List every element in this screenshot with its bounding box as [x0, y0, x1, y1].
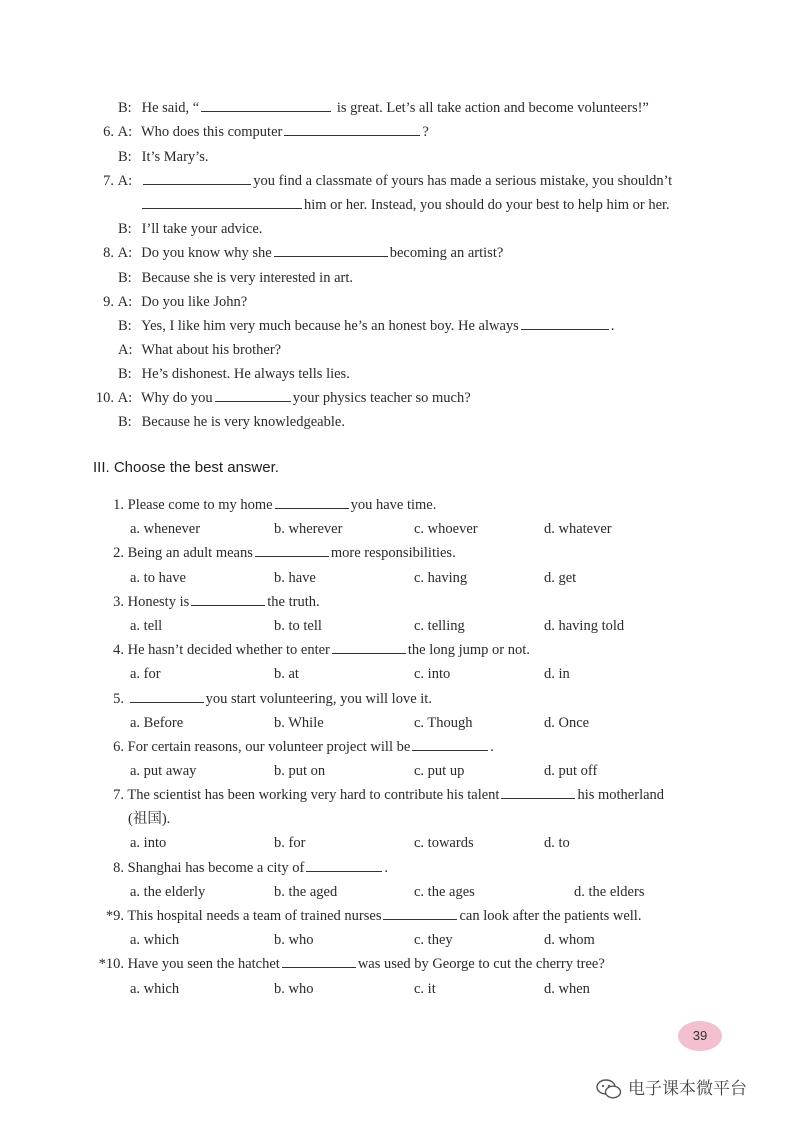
option-d[interactable]: d. the elders [574, 884, 645, 900]
option-b[interactable]: b. put on [274, 763, 326, 779]
answer-blank[interactable] [306, 856, 382, 872]
answer-blank[interactable] [143, 169, 251, 185]
question-stem: 5. you start volunteering, you will love it. [104, 687, 432, 711]
answer-blank[interactable] [274, 241, 388, 257]
option-a[interactable]: a. to have [130, 570, 186, 586]
option-b[interactable]: b. While [274, 715, 324, 731]
option-a[interactable]: a. put away [130, 763, 197, 779]
question-stem: *10. Have you seen the hatchet was used by George to cut the cherry tree? [90, 952, 605, 976]
option-b[interactable]: b. at [274, 666, 299, 682]
dialogue-line: B: He said, “ is great. Let’s all take action and become volunteers!” [118, 96, 649, 120]
answer-blank[interactable] [142, 193, 302, 209]
option-a[interactable]: a. for [130, 666, 161, 682]
option-a[interactable]: a. into [130, 835, 167, 851]
option-d[interactable]: d. to [544, 835, 570, 851]
option-b[interactable]: b. to tell [274, 618, 322, 634]
answer-blank[interactable] [521, 314, 609, 330]
option-c[interactable]: c. the ages [414, 884, 475, 900]
option-a[interactable]: a. Before [130, 715, 184, 731]
answer-blank[interactable] [215, 386, 291, 402]
question-stem: 8. Shanghai has become a city of . [104, 856, 388, 880]
option-c[interactable]: c. having [414, 570, 468, 586]
dialogue-line: 8. A: Do you know why she becoming an artist? [96, 241, 503, 265]
question-stem: 7. The scientist has been working very hard to contribute his talent his motherland [104, 783, 664, 807]
option-b[interactable]: b. have [274, 570, 316, 586]
option-d[interactable]: d. when [544, 981, 590, 997]
option-d[interactable]: d. whom [544, 932, 595, 948]
question-stem: 2. Being an adult means more responsibilities. [104, 541, 456, 565]
option-c[interactable]: c. whoever [414, 521, 478, 537]
answer-blank[interactable] [275, 493, 349, 509]
option-b[interactable]: b. for [274, 835, 306, 851]
section-title: III. Choose the best answer. [93, 459, 279, 476]
option-a[interactable]: a. which [130, 981, 180, 997]
option-c[interactable]: c. into [414, 666, 451, 682]
question-stem: 3. Honesty is the truth. [104, 590, 320, 614]
watermark: 电子课本微平台 [596, 1075, 747, 1103]
answer-blank[interactable] [282, 952, 356, 968]
answer-blank[interactable] [412, 735, 488, 751]
option-a[interactable]: a. tell [130, 618, 163, 634]
answer-blank[interactable] [284, 120, 420, 136]
answer-blank[interactable] [201, 96, 331, 112]
question-stem: 1. Please come to my home you have time. [104, 493, 436, 517]
option-a[interactable]: a. which [130, 932, 180, 948]
option-c[interactable]: c. put up [414, 763, 465, 779]
dialogue-line: B: Because he is very knowledgeable. [118, 414, 345, 430]
option-d[interactable]: d. in [544, 666, 570, 682]
dialogue-line: B: It’s Mary’s. [118, 149, 209, 165]
wechat-icon [596, 1078, 622, 1100]
question-stem: 6. For certain reasons, our volunteer project will be . [104, 735, 494, 759]
question-stem: *9. This hospital needs a team of trained nurses can look after the patients well. [96, 904, 641, 928]
dialogue-line: B: Yes, I like him very much because he’s an honest boy. He always . [118, 314, 614, 338]
option-c[interactable]: c. it [414, 981, 436, 997]
question-stem-continued: (祖国). [128, 811, 171, 827]
option-b[interactable]: b. who [274, 932, 314, 948]
answer-blank[interactable] [383, 904, 457, 920]
dialogue-line: 10. A: Why do you your physics teacher so much? [90, 386, 471, 410]
question-stem: 4. He hasn’t decided whether to enter the long jump or not. [104, 638, 530, 662]
dialogue-line: 9. A: Do you like John? [103, 294, 248, 310]
option-b[interactable]: b. who [274, 981, 314, 997]
dialogue-line: 7. A: you find a classmate of yours has made a serious mistake, you shouldn’t [96, 169, 672, 193]
dialogue-line: A: What about his brother? [118, 342, 282, 358]
option-d[interactable]: d. Once [544, 715, 590, 731]
dialogue-line: 6. A: Who does this computer ? [96, 120, 429, 144]
dialogue-line: him or her. Instead, you should do your best to help him or her. [140, 193, 670, 217]
option-d[interactable]: d. whatever [544, 521, 612, 537]
dialogue-line: B: Because she is very interested in art. [118, 270, 354, 286]
option-b[interactable]: b. the aged [274, 884, 338, 900]
dialogue-line: B: He’s dishonest. He always tells lies. [118, 366, 350, 382]
option-b[interactable]: b. wherever [274, 521, 343, 537]
option-c[interactable]: c. they [414, 932, 453, 948]
option-a[interactable]: a. whenever [130, 521, 201, 537]
page-number: 39 [678, 1021, 722, 1051]
option-a[interactable]: a. the elderly [130, 884, 206, 900]
dialogue-line: B: I’ll take your advice. [118, 221, 263, 237]
answer-blank[interactable] [255, 541, 329, 557]
option-c[interactable]: c. Though [414, 715, 473, 731]
option-c[interactable]: c. telling [414, 618, 465, 634]
option-d[interactable]: d. get [544, 570, 577, 586]
answer-blank[interactable] [130, 687, 204, 703]
answer-blank[interactable] [501, 783, 575, 799]
answer-blank[interactable] [191, 590, 265, 606]
option-d[interactable]: d. put off [544, 763, 598, 779]
option-d[interactable]: d. having told [544, 618, 625, 634]
option-c[interactable]: c. towards [414, 835, 474, 851]
answer-blank[interactable] [332, 638, 406, 654]
